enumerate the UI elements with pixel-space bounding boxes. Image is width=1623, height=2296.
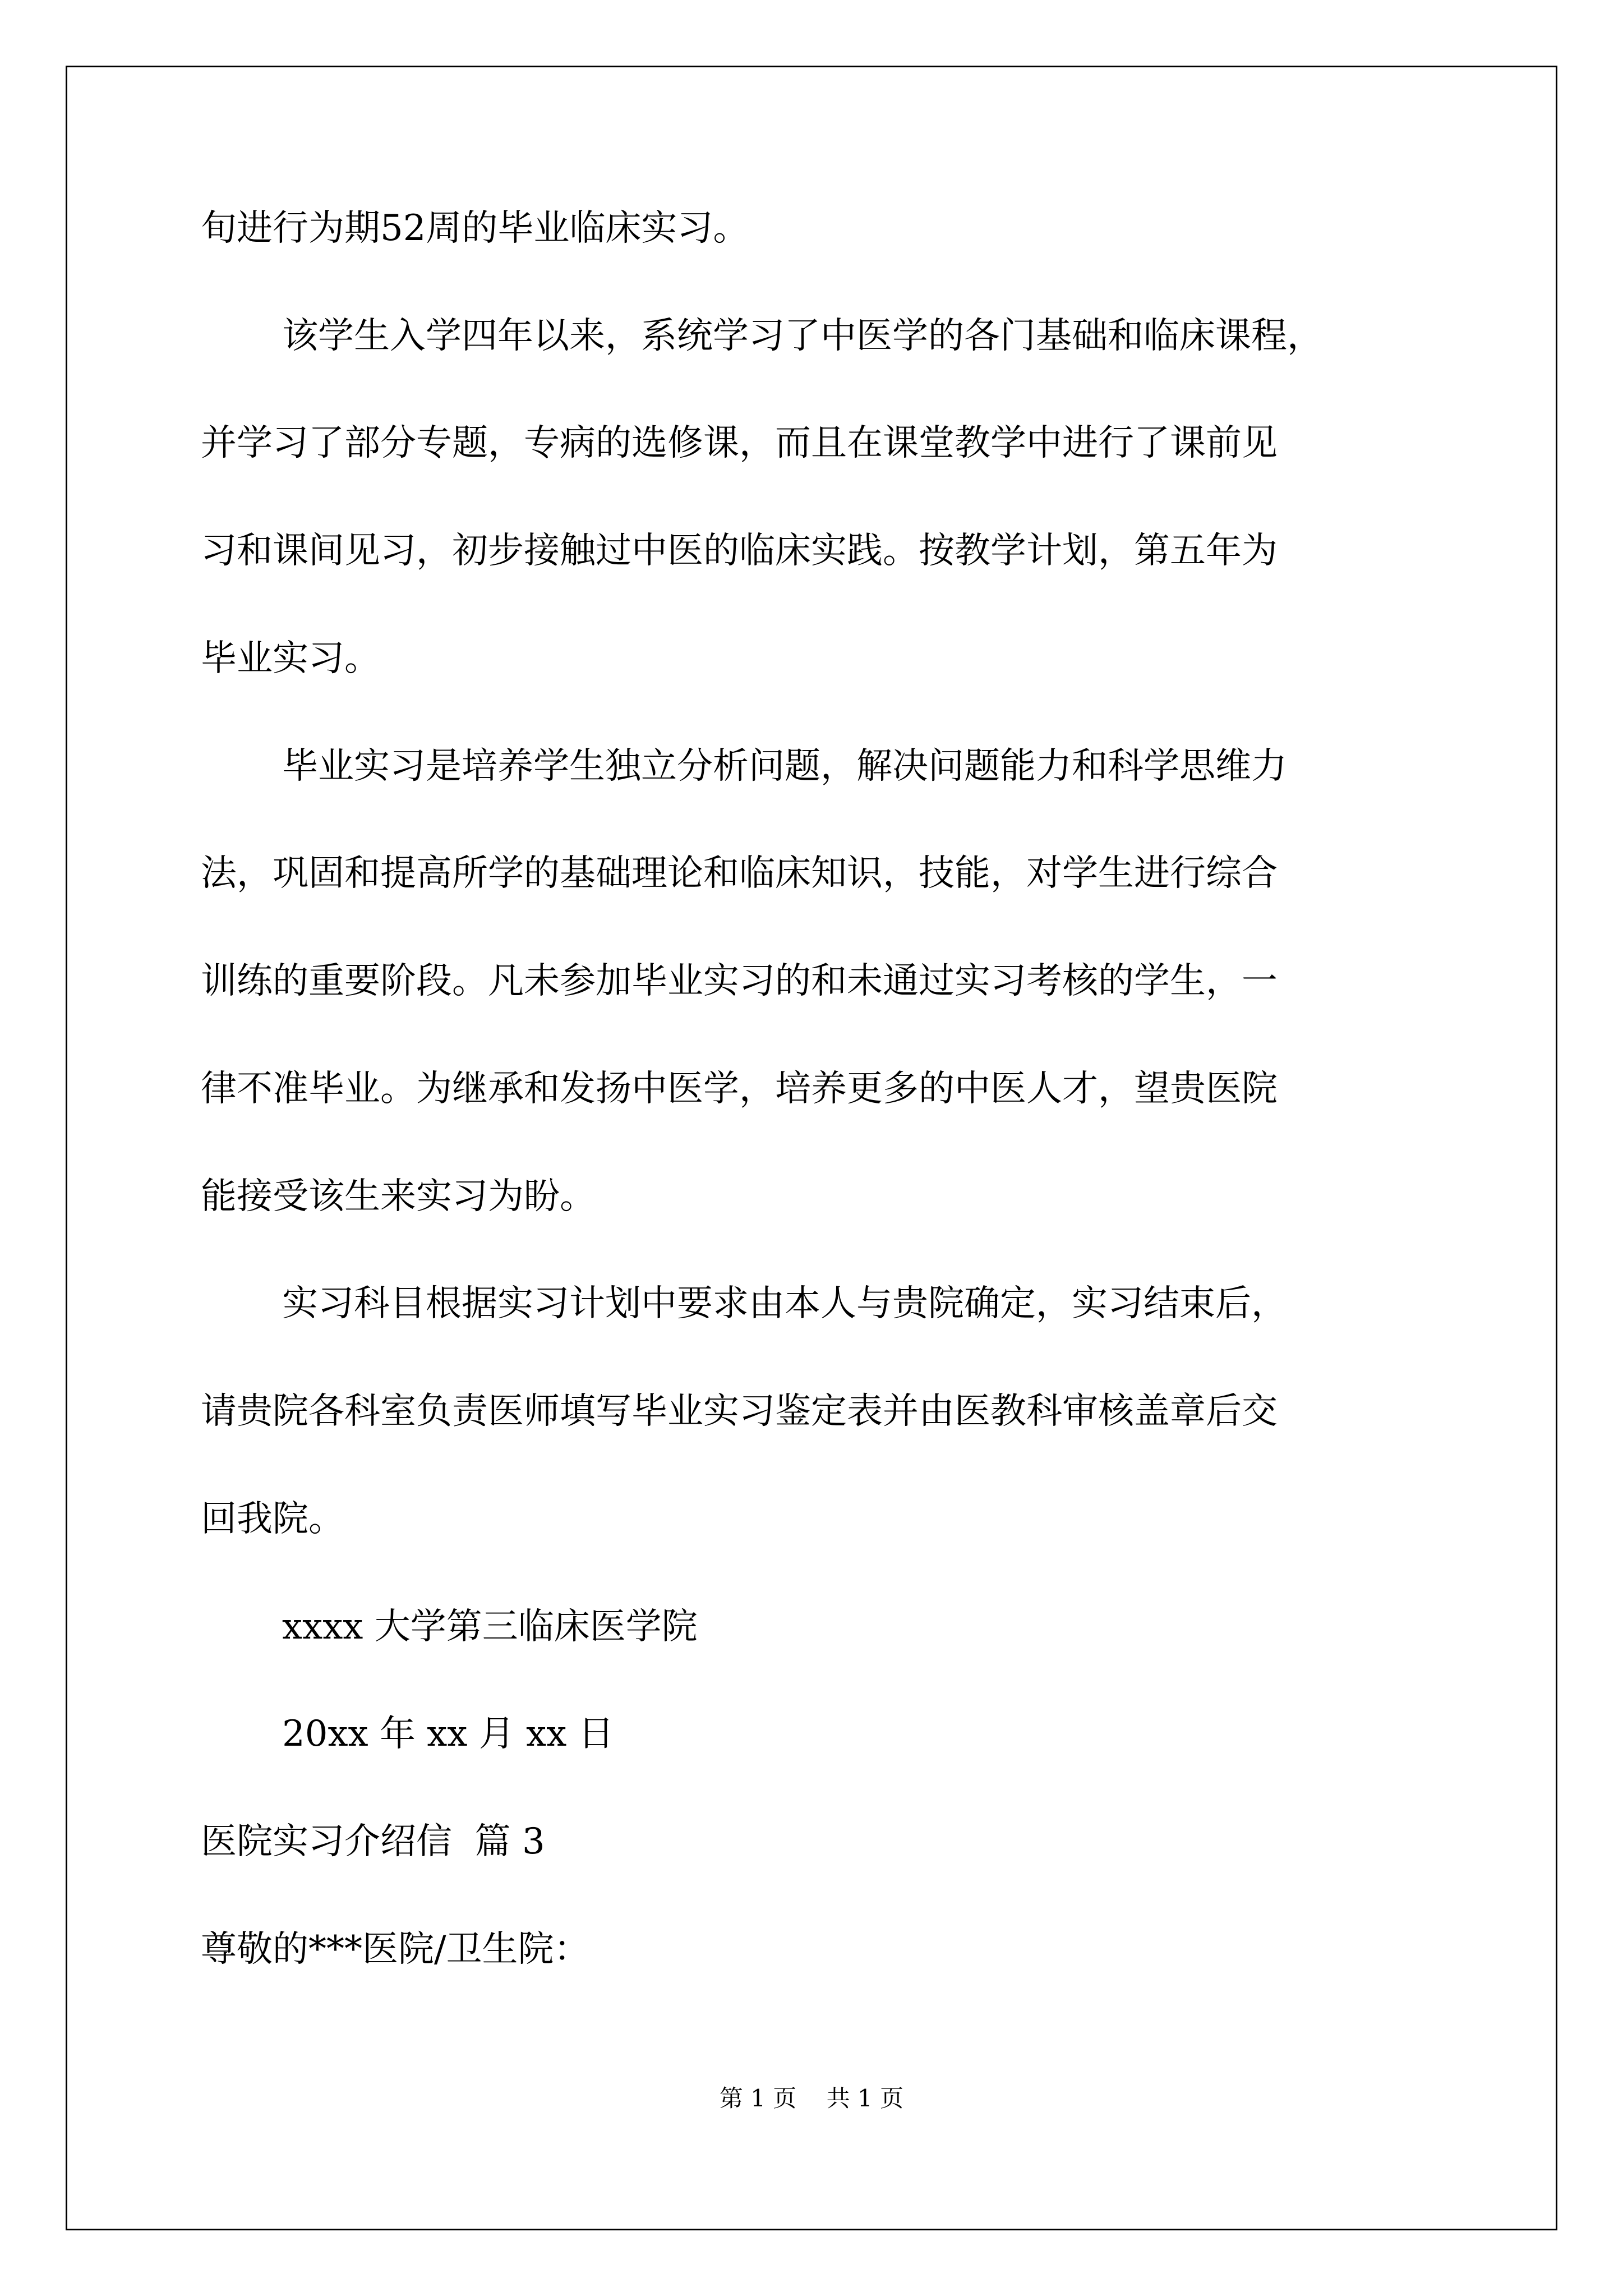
text-line: 能接受该生来实习为盼。 [201,1176,596,1217]
text-line: 习和课间见习，初步接触过中医的临床实践。按教学计划，第五年为 [201,530,1278,572]
text-line: 训练的重要阶段。凡未参加毕业实习的和未通过实习考核的学生，一 [201,960,1278,1002]
text-line: 回我院。 [201,1498,344,1540]
page-border [66,66,1557,2230]
text-line: 毕业实习。 [201,638,380,679]
salutation: 尊敬的***医院/卫生院： [201,1929,590,1970]
section-title: 医院实习介绍信 篇 3 [201,1821,545,1862]
text-line: 旬进行为期52周的毕业临床实习。 [201,208,749,249]
signature-date: 20xx 年 xx 月 xx 日 [282,1713,614,1755]
paragraph-first-line: 实习科目根据实习计划中要求由本人与贵院确定，实习结束后， [282,1283,1287,1324]
text-line: 法，巩固和提高所学的基础理论和临床知识，技能，对学生进行综合 [201,853,1278,894]
page-indicator: 第 1 页 共 1 页 [719,2085,904,2112]
text-line: 并学习了部分专题，专病的选修课，而且在课堂教学中进行了课前见 [201,422,1278,464]
paragraph-first-line: 毕业实习是培养学生独立分析问题，解决问题能力和科学思维力 [282,746,1287,787]
signature-institution: xxxx 大学第三临床医学院 [282,1606,698,1648]
text-line: 律不准毕业。为继承和发扬中医学，培养更多的中医人才，望贵医院 [201,1068,1278,1110]
text-line: 请贵院各科室负责医师填写毕业实习鉴定表并由医教科审核盖章后交 [201,1391,1278,1432]
paragraph-first-line: 该学生入学四年以来，系统学习了中医学的各门基础和临床课程， [282,315,1323,357]
